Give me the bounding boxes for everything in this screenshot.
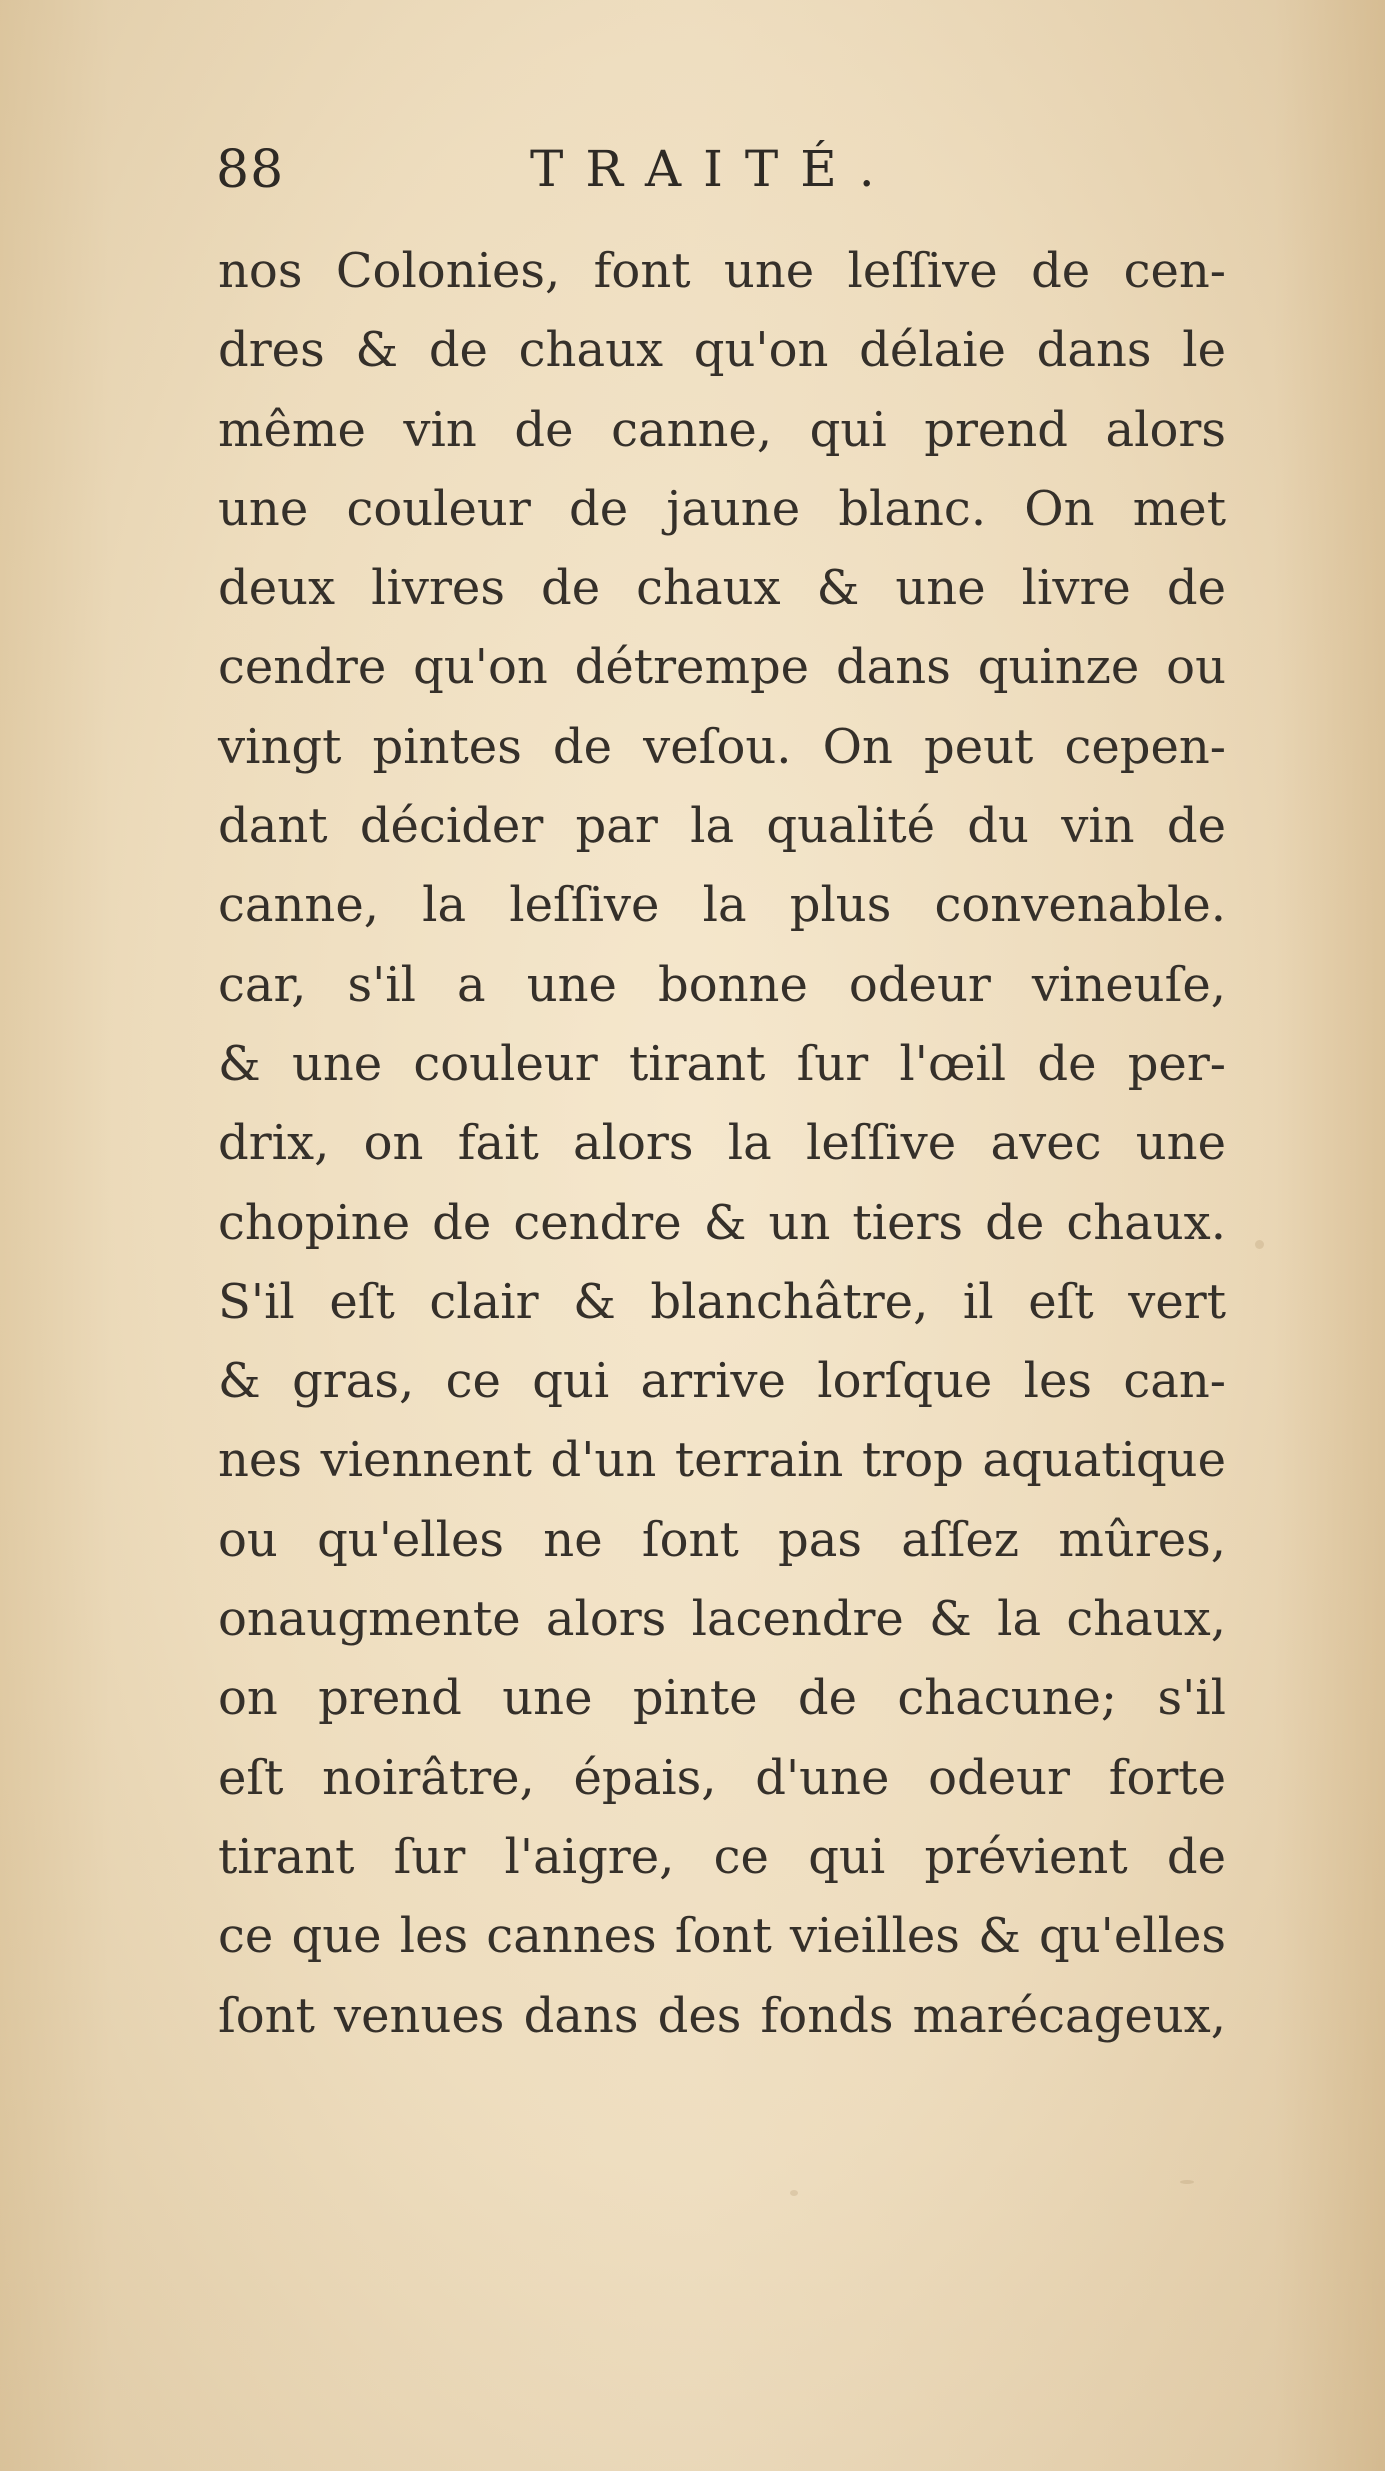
text-line: on prend une pinte de chacune; s'il xyxy=(218,1670,1226,1727)
paper-stain xyxy=(1255,1240,1264,1249)
text-line: une couleur de jaune blanc. On met xyxy=(218,480,1226,537)
text-line: S'il eſt clair & blanchâtre, il eſt vert xyxy=(218,1273,1226,1330)
text-line: chopine de cendre & un tiers de chaux. xyxy=(218,1194,1226,1251)
text-line: car, s'il a une bonne odeur vineuſe, xyxy=(218,956,1226,1013)
text-line: deux livres de chaux & une livre de xyxy=(218,560,1226,617)
body-text xyxy=(218,232,1226,2056)
paper-stain xyxy=(1180,2180,1194,2184)
show-through-text xyxy=(340,2080,1040,2140)
text-line: & une couleur tirant ſur l'œil de per- xyxy=(218,1035,1226,1092)
page-number: 88 xyxy=(216,140,285,200)
text-line: ou qu'elles ne ſont pas aſſez mûres, xyxy=(218,1511,1226,1568)
paper-stain xyxy=(790,2190,798,2196)
text-line: tirant ſur l'aigre, ce qui prévient de xyxy=(218,1828,1226,1885)
text-line: dres & de chaux qu'on délaie dans le xyxy=(218,322,1226,379)
text-line: vingt pintes de veſou. On peut cepen- xyxy=(218,718,1226,775)
running-head: TRAITÉ. xyxy=(530,140,897,198)
text-line: nes viennent d'un terrain trop aquatique xyxy=(218,1432,1226,1489)
text-line: dant décider par la qualité du vin de xyxy=(218,798,1226,855)
text-line: ſont venues dans des fonds marécageux, xyxy=(218,1987,1226,2044)
text-line: drix, on fait alors la leſſive avec une xyxy=(218,1115,1226,1172)
text-line: eſt noirâtre, épais, d'une odeur forte xyxy=(218,1749,1226,1806)
text-line: onaugmente alors lacendre & la chaux, xyxy=(218,1591,1226,1648)
text-line: ce que les cannes ſont vieilles & qu'elles xyxy=(218,1908,1226,1965)
text-line: même vin de canne, qui prend alors xyxy=(218,401,1226,458)
page-header xyxy=(0,140,1385,210)
text-line: canne, la leſſive la plus convenable. xyxy=(218,877,1226,934)
text-line: & gras, ce qui arrive lorſque les can- xyxy=(218,1353,1226,1410)
text-line: cendre qu'on détrempe dans quinze ou xyxy=(218,639,1226,696)
text-line: nos Colonies, font une leſſive de cen- xyxy=(218,243,1226,299)
